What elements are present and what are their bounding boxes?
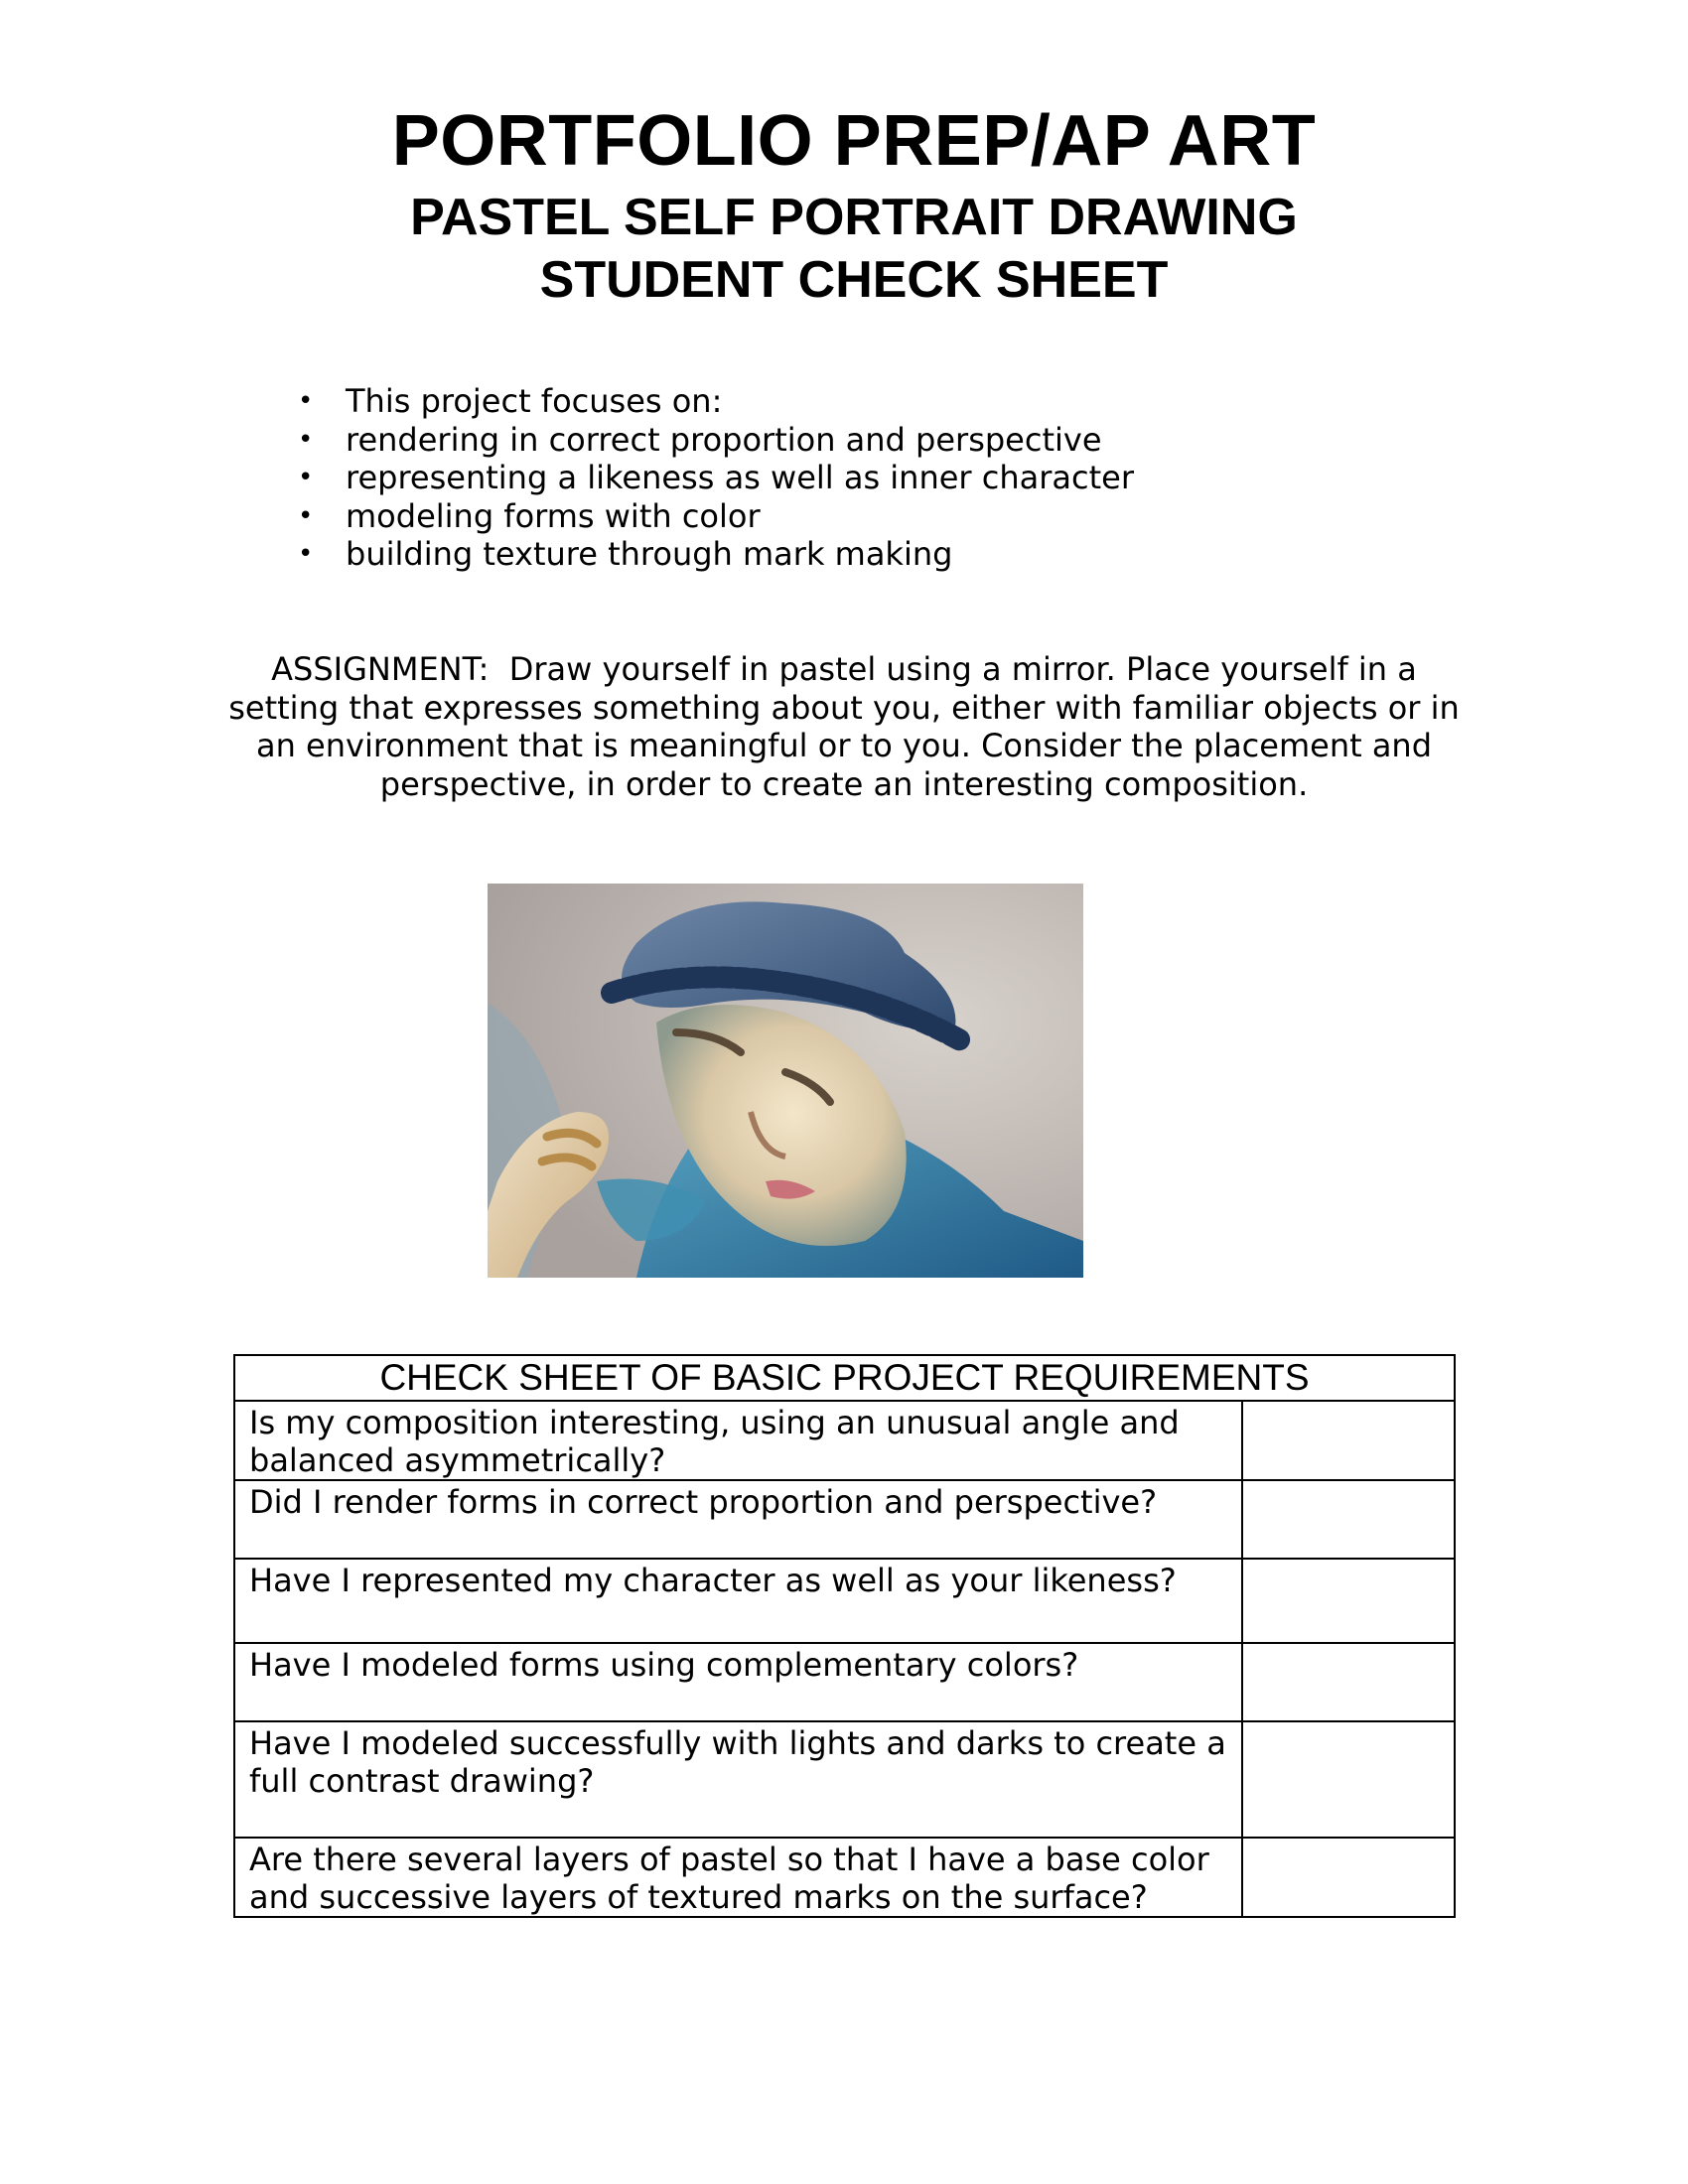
check-box-cell[interactable]	[1242, 1721, 1455, 1838]
bullet-icon: •	[298, 424, 314, 455]
check-box-cell[interactable]	[1242, 1401, 1455, 1480]
check-box-cell[interactable]	[1242, 1480, 1455, 1559]
check-sheet-heading: CHECK SHEET OF BASIC PROJECT REQUIREMENTS	[234, 1355, 1455, 1401]
assignment-paragraph	[218, 650, 1470, 803]
table-row	[234, 1559, 1455, 1643]
focus-list-item	[294, 421, 1134, 460]
requirement-text: Have I modeled forms using complementary colors?	[234, 1643, 1242, 1721]
table-row	[234, 1838, 1455, 1917]
table-row	[234, 1401, 1455, 1480]
focus-item-text: modeling forms with color	[346, 496, 761, 535]
focus-list	[294, 382, 1134, 574]
document-title	[0, 99, 1688, 312]
focus-list-item	[294, 382, 1134, 421]
check-box-cell[interactable]	[1242, 1838, 1455, 1917]
requirement-text: Have I modeled successfully with lights and darks to create a full contrast drawing?	[234, 1721, 1242, 1838]
bullet-icon: •	[298, 463, 314, 492]
check-box-cell[interactable]	[1242, 1643, 1455, 1721]
requirement-text: Did I render forms in correct proportion and perspective?	[234, 1480, 1242, 1559]
table-row	[234, 1480, 1455, 1559]
bullet-icon: •	[298, 386, 314, 416]
focus-list-item	[294, 535, 1134, 574]
focus-item-text: building texture through mark making	[346, 535, 953, 573]
assignment-label: ASSIGNMENT:	[271, 650, 490, 688]
table-row	[234, 1721, 1455, 1838]
focus-item-text: This project focuses on:	[346, 382, 723, 420]
focus-item-text: rendering in correct proportion and perspective	[346, 420, 1102, 459]
title-line-2: PASTEL SELF PORTRAIT DRAWING	[410, 189, 1298, 246]
focus-list-item	[294, 459, 1134, 497]
requirement-text: Are there several layers of pastel so that I have a base color and successive layers of textured marks on the surface?	[234, 1838, 1242, 1917]
requirement-text: Is my composition interesting, using an unusual angle and balanced asymmetrically?	[234, 1401, 1242, 1480]
pastel-portrait-image	[488, 884, 1083, 1278]
table-row	[234, 1643, 1455, 1721]
bullet-icon: •	[298, 500, 314, 531]
bullet-icon: •	[298, 539, 314, 569]
title-line-3: STUDENT CHECK SHEET	[539, 251, 1169, 309]
requirement-text: Have I represented my character as well as your likeness?	[234, 1559, 1242, 1643]
focus-list-item	[294, 497, 1134, 536]
check-sheet-table	[233, 1354, 1456, 1918]
check-box-cell[interactable]	[1242, 1559, 1455, 1643]
assignment-text: Draw yourself in pastel using a mirror. Place yourself in a setting that expresses something about you, either with familiar objects or in an environment that is meaningful or to you. Consider the placement and perspective, in order to create an interesting composition.	[228, 650, 1460, 803]
focus-item-text: representing a likeness as well as inner character	[346, 459, 1134, 496]
title-line-1: PORTFOLIO PREP/AP ART	[391, 101, 1317, 181]
